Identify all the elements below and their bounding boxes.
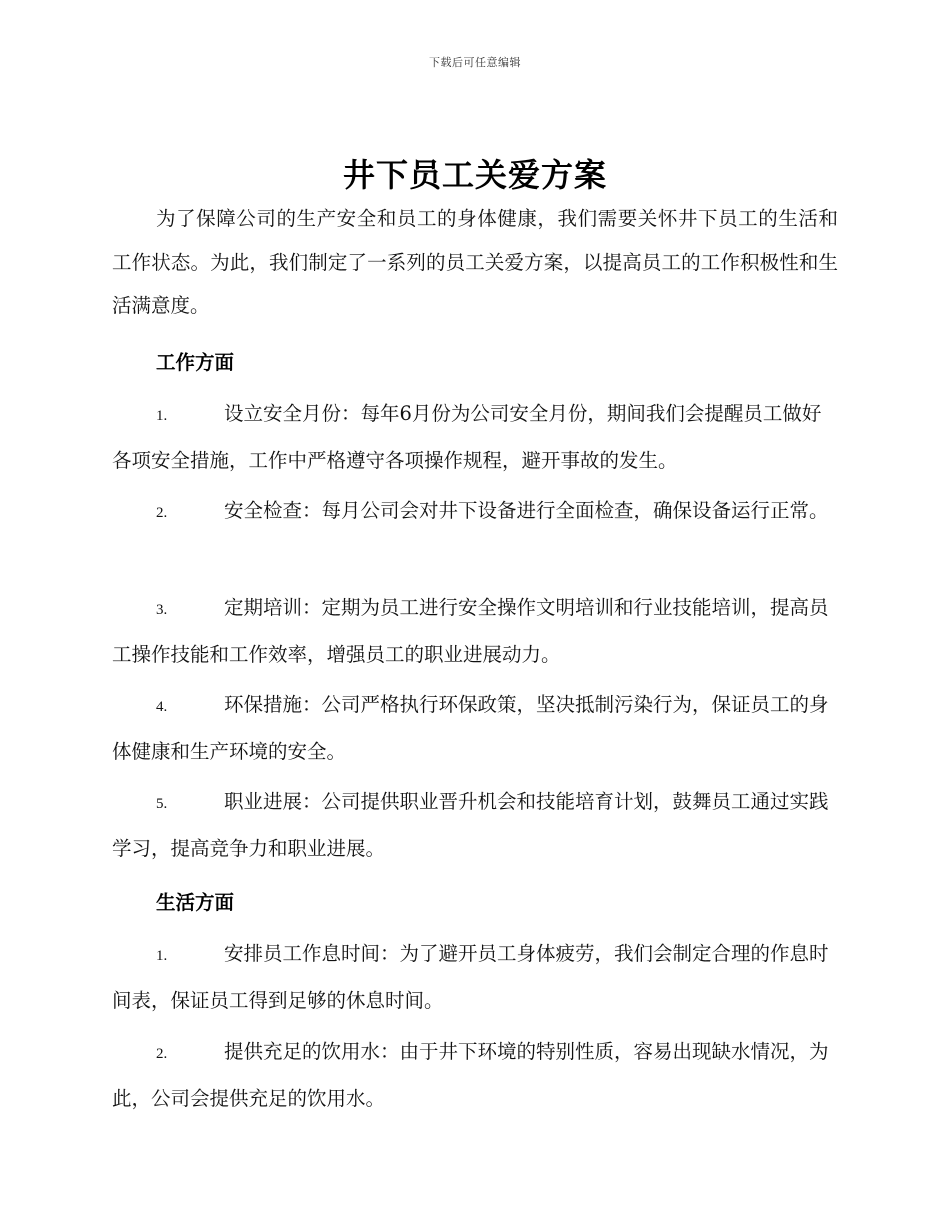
section-heading-work: 工作方面 bbox=[156, 351, 235, 374]
item-number: 3. bbox=[156, 602, 168, 618]
document-title: 井下员工关爱方案 bbox=[342, 156, 607, 194]
item-text: 安全检查：每月公司会对井下设备进行全面检查，确保设备运行正常。 bbox=[224, 499, 829, 522]
section-heading-life: 生活方面 bbox=[156, 891, 235, 914]
life-item-2 bbox=[112, 1030, 838, 1120]
item-text: 职业进展：公司提供职业晋升机会和技能培育计划，鼓舞员工通过实践学习，提高竞争力和职业进展。 bbox=[112, 790, 829, 860]
header-note: 下载后可任意编辑 bbox=[429, 56, 521, 69]
item-text: 安排员工作息时间：为了避开员工身体疲劳，我们会制定合理的作息时间表，保证员工得到足够的休息时间。 bbox=[112, 942, 829, 1012]
item-number: 1. bbox=[156, 948, 168, 964]
item-text: 定期培训：定期为员工进行安全操作文明培训和行业技能培训，提高员工操作技能和工作效率，增强员工的职业进展动力。 bbox=[112, 596, 829, 666]
item-number: 2. bbox=[156, 1046, 168, 1062]
intro-paragraph: 为了保障公司的生产安全和员工的身体健康，我们需要关怀井下员工的生活和工作状态。为此，我们制定了一系列的员工关爱方案，以提高员工的工作积极性和生活满意度。 bbox=[112, 207, 838, 317]
item-text: 环保措施：公司严格执行环保政策，坚决抵制污染行为，保证员工的身体健康和生产环境的安全。 bbox=[112, 693, 829, 763]
work-item-3 bbox=[112, 586, 838, 676]
item-text: 提供充足的饮用水：由于井下环境的特别性质，容易出现缺水情况，为此，公司会提供充足的饮用水。 bbox=[112, 1040, 829, 1110]
item-number: 1. bbox=[156, 408, 168, 424]
work-item-2 bbox=[112, 489, 838, 536]
item-number: 2. bbox=[156, 505, 168, 521]
work-item-1 bbox=[112, 392, 838, 482]
item-number: 5. bbox=[156, 796, 168, 812]
item-text: 设立安全月份：每年6月份为公司安全月份，期间我们会提醒员工做好各项安全措施，工作中严格遵守各项操作规程，避开事故的发生。 bbox=[112, 402, 822, 472]
work-item-5 bbox=[112, 780, 838, 870]
work-item-4 bbox=[112, 683, 838, 773]
item-number: 4. bbox=[156, 699, 168, 715]
life-item-1 bbox=[112, 932, 838, 1022]
